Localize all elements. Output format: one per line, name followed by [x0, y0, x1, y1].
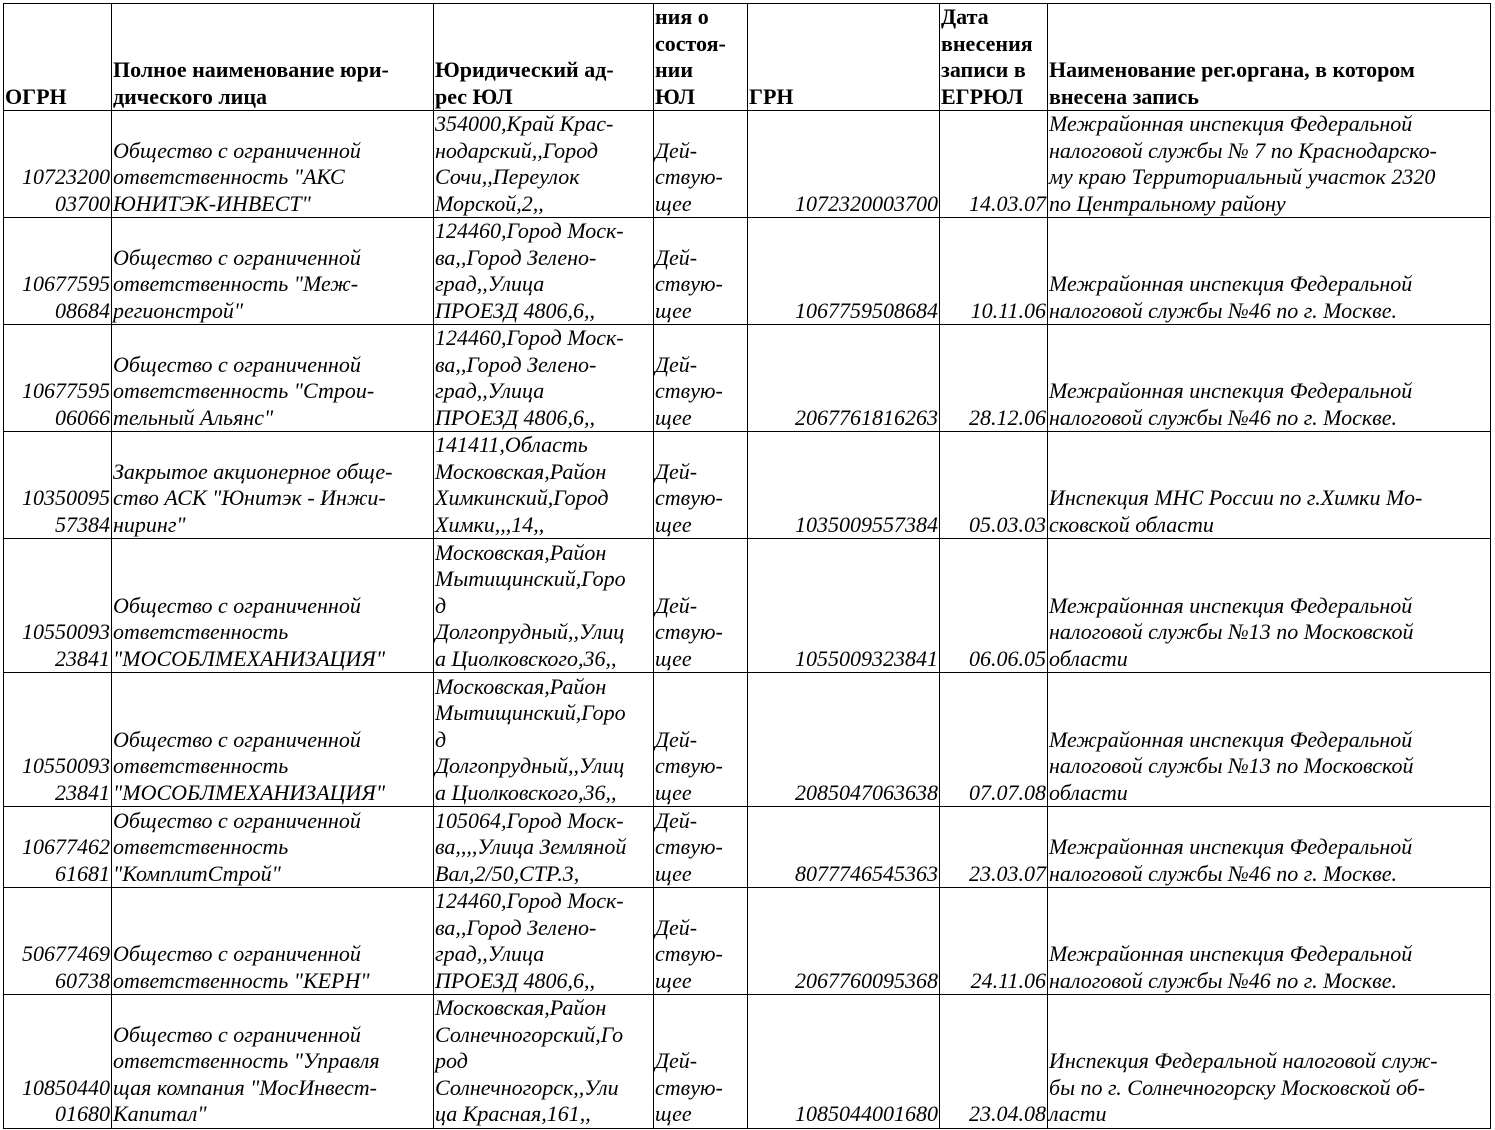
entry-date-cell: 10.11.06 — [940, 218, 1048, 325]
table-row — [4, 325, 1491, 432]
status-cell: Дей- ствую- щее — [654, 111, 748, 218]
table-row — [4, 432, 1491, 539]
header-ogrn: ОГРН — [4, 4, 112, 111]
entry-date-cell: 28.12.06 — [940, 325, 1048, 432]
reg-organ-cell: Межрайонная инспекция Федеральной налоговой службы №46 по г. Москве. — [1048, 325, 1491, 432]
reg-organ-cell: Инспекция Федеральной налоговой служ- бы по г. Солнечногорску Московской об- ласти — [1048, 995, 1491, 1129]
company-name-cell: Закрытое акционерное обще- ство АСК "Юнитэк - Инжи- ниринг" — [112, 432, 434, 539]
grn-cell: 2067760095368 — [748, 888, 940, 995]
entry-date-cell: 23.04.08 — [940, 995, 1048, 1129]
entry-date-cell: 14.03.07 — [940, 111, 1048, 218]
company-name-cell: Общество с ограниченной ответственность "МОСОБЛМЕХАНИЗАЦИЯ" — [112, 539, 434, 673]
header-status: ния о состоя- нии ЮЛ — [654, 4, 748, 111]
entry-date-cell: 24.11.06 — [940, 888, 1048, 995]
company-name-cell: Общество с ограниченной ответственность "КомплитСтрой" — [112, 807, 434, 888]
address-cell: 124460,Город Моск- ва,,Город Зелено- град,,Улица ПРОЕЗД 4806,6,, — [434, 218, 654, 325]
address-cell: 105064,Город Моск- ва,,,,Улица Земляной Вал,2/50,СТР.3, — [434, 807, 654, 888]
ogrn-cell: 10350095 57384 — [4, 432, 112, 539]
ogrn-cell: 10723200 03700 — [4, 111, 112, 218]
address-cell: 141411,Область Московская,Район Химкинский,Город Химки,,,14,, — [434, 432, 654, 539]
reg-organ-cell: Межрайонная инспекция Федеральной налоговой службы №13 по Московской области — [1048, 673, 1491, 807]
grn-cell: 2085047063638 — [748, 673, 940, 807]
company-name-cell: Общество с ограниченной ответственность "МОСОБЛМЕХАНИЗАЦИЯ" — [112, 673, 434, 807]
reg-organ-cell: Инспекция МНС России по г.Химки Мо- сковской области — [1048, 432, 1491, 539]
ogrn-cell: 10850440 01680 — [4, 995, 112, 1129]
ogrn-cell: 10550093 23841 — [4, 673, 112, 807]
ogrn-cell: 10677595 06066 — [4, 325, 112, 432]
entry-date-cell: 23.03.07 — [940, 807, 1048, 888]
grn-cell: 1055009323841 — [748, 539, 940, 673]
status-cell: Дей- ствую- щее — [654, 995, 748, 1129]
address-cell: 354000,Край Крас- нодарский,,Город Сочи,,Переулок Морской,2,, — [434, 111, 654, 218]
table-row — [4, 539, 1491, 673]
header-reg-organ: Наименование рег.органа, в котором внесена запись — [1048, 4, 1491, 111]
status-cell: Дей- ствую- щее — [654, 325, 748, 432]
table-row — [4, 218, 1491, 325]
address-cell: Московская,Район Солнечногорский,Го род Солнечногорск,,Ули ца Красная,161,, — [434, 995, 654, 1129]
status-cell: Дей- ствую- щее — [654, 539, 748, 673]
status-cell: Дей- ствую- щее — [654, 218, 748, 325]
address-cell: Московская,Район Мытищинский,Горо д Долгопрудный,,Улиц а Циолковского,36,, — [434, 673, 654, 807]
status-cell: Дей- ствую- щее — [654, 888, 748, 995]
grn-cell: 8077746545363 — [748, 807, 940, 888]
ogrn-cell: 10677462 61681 — [4, 807, 112, 888]
grn-cell: 1067759508684 — [748, 218, 940, 325]
reg-organ-cell: Межрайонная инспекция Федеральной налоговой службы №46 по г. Москве. — [1048, 218, 1491, 325]
status-cell: Дей- ствую- щее — [654, 432, 748, 539]
grn-cell: 1085044001680 — [748, 995, 940, 1129]
reg-organ-cell: Межрайонная инспекция Федеральной налоговой службы №46 по г. Москве. — [1048, 807, 1491, 888]
ogrn-cell: 10550093 23841 — [4, 539, 112, 673]
table-row — [4, 111, 1491, 218]
grn-cell: 1035009557384 — [748, 432, 940, 539]
table-row — [4, 888, 1491, 995]
table-row — [4, 995, 1491, 1129]
address-cell: 124460,Город Моск- ва,,Город Зелено- град,,Улица ПРОЕЗД 4806,6,, — [434, 325, 654, 432]
entry-date-cell: 07.07.08 — [940, 673, 1048, 807]
status-cell: Дей- ствую- щее — [654, 673, 748, 807]
header-grn: ГРН — [748, 4, 940, 111]
company-name-cell: Общество с ограниченной ответственность "Строи- тельный Альянс" — [112, 325, 434, 432]
company-name-cell: Общество с ограниченной ответственность "Управля щая компания "МосИнвест- Капитал" — [112, 995, 434, 1129]
reg-organ-cell: Межрайонная инспекция Федеральной налоговой службы №13 по Московской области — [1048, 539, 1491, 673]
reg-organ-cell: Межрайонная инспекция Федеральной налоговой службы № 7 по Краснодарско- му краю Территориальный участок 2320 по Центральному району — [1048, 111, 1491, 218]
grn-cell: 1072320003700 — [748, 111, 940, 218]
table-row — [4, 673, 1491, 807]
registry-table — [3, 3, 1491, 1129]
header-row — [4, 4, 1491, 111]
status-cell: Дей- ствую- щее — [654, 807, 748, 888]
entry-date-cell: 05.03.03 — [940, 432, 1048, 539]
table-row — [4, 807, 1491, 888]
reg-organ-cell: Межрайонная инспекция Федеральной налоговой службы №46 по г. Москве. — [1048, 888, 1491, 995]
header-full-name: Полное наименование юри- дического лица — [112, 4, 434, 111]
company-name-cell: Общество с ограниченной ответственность "КЕРН" — [112, 888, 434, 995]
ogrn-cell: 50677469 60738 — [4, 888, 112, 995]
company-name-cell: Общество с ограниченной ответственность "Меж- регионстрой" — [112, 218, 434, 325]
header-legal-address: Юридический ад- рес ЮЛ — [434, 4, 654, 111]
entry-date-cell: 06.06.05 — [940, 539, 1048, 673]
company-name-cell: Общество с ограниченной ответственность "АКС ЮНИТЭК-ИНВЕСТ" — [112, 111, 434, 218]
grn-cell: 2067761816263 — [748, 325, 940, 432]
address-cell: Московская,Район Мытищинский,Горо д Долгопрудный,,Улиц а Циолковского,36,, — [434, 539, 654, 673]
header-entry-date: Дата внесения записи в ЕГРЮЛ — [940, 4, 1048, 111]
ogrn-cell: 10677595 08684 — [4, 218, 112, 325]
address-cell: 124460,Город Моск- ва,,Город Зелено- град,,Улица ПРОЕЗД 4806,6,, — [434, 888, 654, 995]
